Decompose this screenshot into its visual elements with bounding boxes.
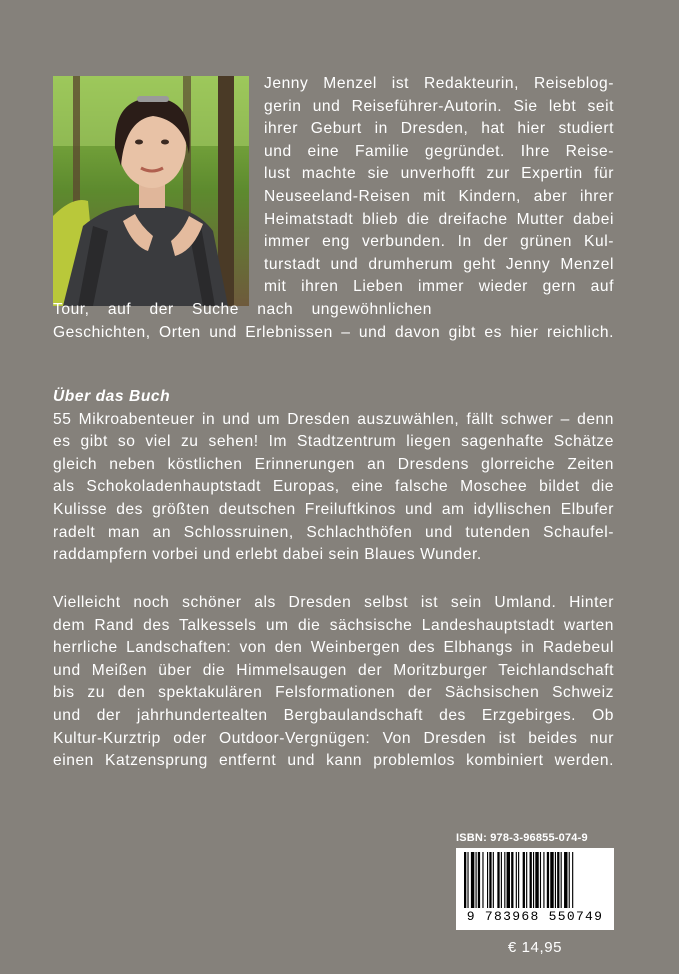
about-line: bis zu den spektakulären Felsformationen der Sächsischen Schweiz	[53, 684, 614, 702]
bio-line: Geschichten, Orten und Erlebnissen – und davon gibt es hier reichlich.	[53, 323, 614, 341]
price: € 14,95	[507, 939, 563, 956]
barcode-bar	[482, 852, 483, 908]
barcode	[456, 848, 614, 930]
barcode-bar	[564, 852, 567, 908]
barcode-bar	[523, 852, 525, 908]
bio-line: mit ihren Lieben immer wieder gern auf	[264, 278, 614, 296]
barcode-bar	[476, 852, 477, 908]
bio-line: Neuseeland-Reisen mit Kindern, aber ihrer	[264, 187, 614, 205]
barcode-bar	[501, 852, 502, 908]
bio-line: immer eng verbunden. In der grünen Kul-	[264, 233, 614, 251]
about-line: raddampfern vorbei und erlebt dabei sein Blaues Wunder.	[53, 546, 482, 564]
isbn-label: ISBN: 978-3-96855-074-9	[456, 832, 588, 844]
barcode-bar	[511, 852, 513, 908]
barcode-bar	[493, 852, 494, 908]
author-bio-right	[264, 73, 614, 299]
barcode-bar	[504, 852, 505, 908]
about-line: als Schokoladenhauptstadt Europas, eine falsche Moschee bildet die	[53, 478, 614, 496]
bio-line: gerin und Reiseführer-Autorin. Sie lebt seit	[264, 97, 614, 115]
bio-line: turstadt und drumherum geht Jenny Menzel	[264, 255, 614, 273]
barcode-digits: 9 783968 550749	[466, 909, 604, 924]
about-line: dem Rand des Talkessels um die sächsische Landeshauptstadt warten	[53, 616, 614, 634]
bio-line: Jenny Menzel ist Redakteurin, Reiseblog-	[264, 75, 614, 92]
barcode-bar	[467, 852, 468, 908]
barcode-bar	[533, 852, 534, 908]
barcode-bar	[543, 852, 544, 908]
barcode-bar	[516, 852, 517, 908]
about-line: einen Katzensprung entfernt und kann problemlos kombiniert werden.	[53, 752, 614, 770]
bio-line: und eine Familie gegründet. Ihre Reise-	[264, 142, 614, 160]
barcode-bar	[557, 852, 559, 908]
barcode-bar	[561, 852, 562, 908]
barcode-bar	[497, 852, 499, 908]
about-line: es gibt so viel zu sehen! Im Stadtzentrum liegen sagenhafte Schätze	[53, 433, 614, 451]
author-portrait-image	[53, 76, 249, 306]
barcode-bar	[471, 852, 474, 908]
barcode-bar	[572, 852, 573, 908]
barcode-bars	[456, 848, 614, 910]
bio-line: lust machte sie unverhofft zur Expertin für	[264, 165, 614, 183]
about-line: herrliche Landschaften: von den Weinbergen des Elbhangs in Radebeul	[53, 639, 614, 657]
barcode-bar	[547, 852, 549, 908]
barcode-bar	[464, 852, 466, 908]
barcode-bar	[489, 852, 491, 908]
about-line: und Meißen über die Himmelsaugen der Moritzburger Teichlandschaft	[53, 661, 614, 679]
about-line: und der jahrhundertealten Bergbaulandschaft des Erzgebirges. Ob	[53, 706, 614, 724]
about-line: 55 Mikroabenteuer in und um Dresden auszuwählen, fällt schwer – denn	[53, 410, 614, 428]
author-photo	[53, 76, 249, 306]
about-section	[53, 386, 614, 567]
barcode-bar	[535, 852, 538, 908]
about-line: gleich neben köstlichen Erinnerungen an Dresdens glorreiche Zeiten	[53, 455, 614, 473]
barcode-bar	[540, 852, 541, 908]
barcode-bar	[487, 852, 488, 908]
bio-line: ihrer Geburt in Dresden, hat hier studiert	[264, 120, 614, 138]
author-bio-full	[53, 299, 614, 344]
about-line: Vielleicht noch schöner als Dresden selbst ist sein Umland. Hinter	[53, 594, 614, 611]
about-paragraph-2	[53, 592, 614, 773]
barcode-bar	[555, 852, 556, 908]
about-line: Kultur-Kurztrip oder Outdoor-Vergnügen: Von Dresden ist beides nur	[53, 729, 614, 747]
barcode-bar	[507, 852, 510, 908]
barcode-bar	[518, 852, 519, 908]
about-heading: Über das Buch	[53, 388, 171, 405]
about-line: Kulisse des größten deutschen Freiluftkinos und am idyllischen Elbufer	[53, 500, 614, 518]
barcode-bar	[478, 852, 480, 908]
barcode-bar	[530, 852, 532, 908]
barcode-bar	[569, 852, 570, 908]
about-line: radelt man an Schlossruinen, Schlachthöfen und tutenden Schaufel-	[53, 523, 614, 541]
bio-line: Heimatstadt blieb die dreifache Mutter dabei	[264, 210, 614, 228]
bio-line: Tour, auf der Suche nach ungewöhnlichen	[53, 301, 432, 318]
barcode-bar	[550, 852, 553, 908]
barcode-bar	[526, 852, 527, 908]
